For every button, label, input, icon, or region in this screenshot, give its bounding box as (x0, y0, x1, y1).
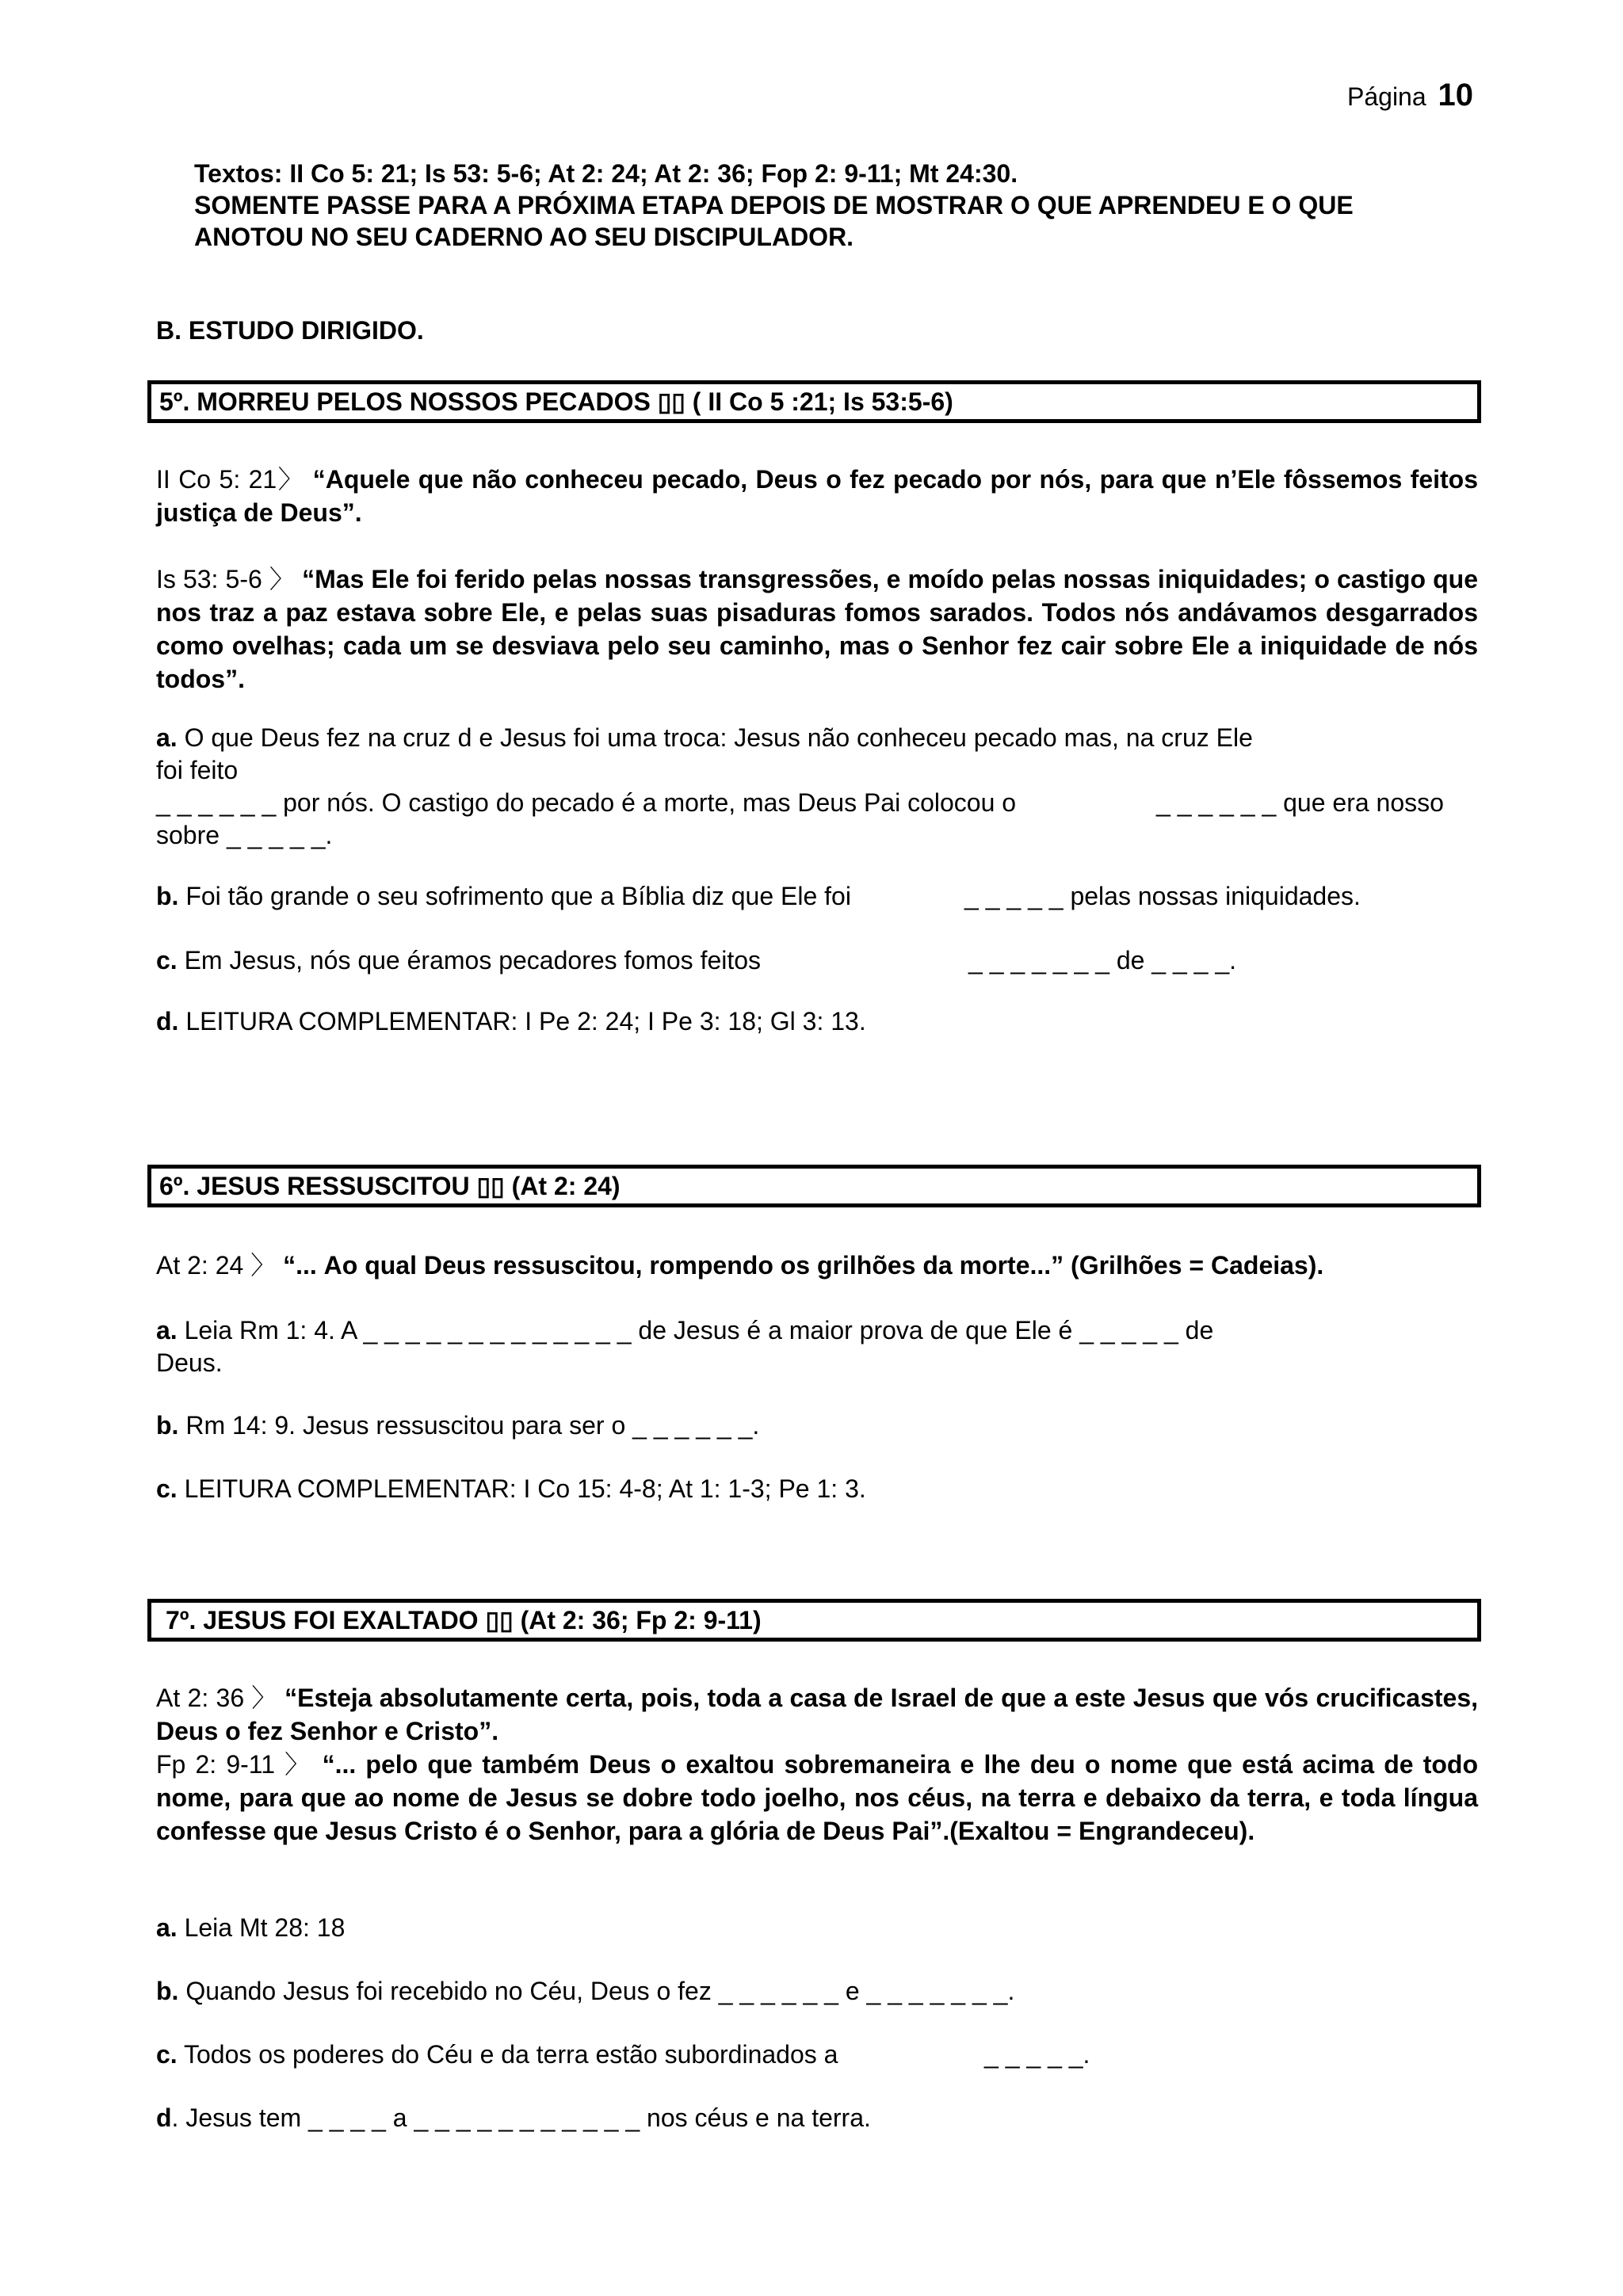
page-label: Página (1347, 82, 1426, 111)
verse-at-2-24 (156, 1249, 1478, 1282)
verse-ref: At 2: 24 〉 (156, 1251, 277, 1280)
question-label: b. (156, 1977, 179, 2005)
question-text: Leia Mt 28: 18 (184, 1913, 346, 1942)
question-5a-line-3 (156, 786, 1478, 819)
question-7b (156, 1974, 1478, 2008)
question-label: d (156, 2103, 172, 2132)
verse-at-2-36 (156, 1681, 1478, 1748)
verse-ref: At 2: 36 〉 (156, 1684, 277, 1712)
question-text: Todos os poderes do Céu e da terra estão subordinados a (184, 2040, 838, 2069)
question-7c (156, 2038, 1478, 2071)
question-label: b. (156, 1411, 179, 1440)
page-number: 10 (1438, 78, 1474, 113)
intro-warning-1: SOMENTE PASSE PARA A PRÓXIMA ETAPA DEPOIS DE MOSTRAR O QUE APRENDEU E O QUE (194, 191, 1354, 219)
section-6-title: 6º. JESUS RESSUSCITOU ▯▯ (At 2: 24) (159, 1172, 621, 1200)
question-text: LEITURA COMPLEMENTAR: I Co 15: 4-8; At 1: 1-3; Pe 1: 3. (184, 1474, 866, 1503)
verse-text: “... Ao qual Deus ressuscitou, rompendo os grilhões da morte...” (Grilhões = Cadeias). (283, 1251, 1324, 1280)
intro-texts: Textos: II Co 5: 21; Is 53: 5-6; At 2: 24; At 2: 36; Fop 2: 9-11; Mt 24:30. (194, 159, 1018, 188)
question-6c (156, 1472, 1478, 1505)
verse-ref: Is 53: 5-6 〉 (156, 565, 296, 593)
verse-ref: Fp 2: 9-11 〉 (156, 1750, 313, 1779)
question-label: d. (156, 1007, 179, 1035)
question-text: Em Jesus, nós que éramos pecadores fomos feitos (184, 946, 762, 974)
question-label: b. (156, 882, 179, 910)
section-7-title: 7º. JESUS FOI EXALTADO ▯▯ (At 2: 36; Fp 2: 9-11) (166, 1606, 762, 1634)
question-label: c. (156, 2040, 178, 2069)
question-label: c. (156, 946, 178, 974)
question-5b (156, 879, 1478, 913)
question-6b (156, 1409, 1478, 1442)
verse-2co-5-21 (156, 463, 1478, 529)
question-5d (156, 1005, 1478, 1038)
question-text: . Jesus tem _ _ _ _ a _ _ _ _ _ _ _ _ _ _ _ nos céus e na terra. (171, 2103, 871, 2132)
section-5-title-box (147, 380, 1481, 423)
page-header (1347, 78, 1473, 113)
question-5a-line-2: foi feito (156, 756, 239, 784)
question-6a-line-2: Deus. (156, 1348, 223, 1377)
question-label: a. (156, 1316, 178, 1344)
blank-and-text: _ _ _ _ _ _ que era nosso (1156, 788, 1444, 817)
question-text: _ _ _ _ _ _ por nós. O castigo do pecado é a morte, mas Deus Pai colocou o (156, 788, 1017, 817)
verse-is-53-5-6 (156, 563, 1478, 696)
verse-text: “Aquele que não conheceu pecado, Deus o fez pecado por nós, para que n’Ele fôssemos feitos justiça de Deus”. (156, 465, 1479, 527)
blank-and-text: _ _ _ _ _ _ _ de _ _ _ _. (968, 946, 1237, 974)
section-5-title: 5º. MORREU PELOS NOSSOS PECADOS ▯▯ ( II Co 5 :21; Is 53:5-6) (159, 387, 953, 416)
verse-ref: II Co 5: 21〉 (156, 465, 305, 494)
question-text: Quando Jesus foi recebido no Céu, Deus o fez _ _ _ _ _ _ e _ _ _ _ _ _ _. (185, 1977, 1015, 2005)
question-5a-line-4: sobre _ _ _ _ _. (156, 821, 333, 849)
section-7-title-box (147, 1599, 1481, 1642)
section-6-title-box (147, 1165, 1481, 1207)
question-5c (156, 944, 1478, 977)
question-text: Leia Rm 1: 4. A _ _ _ _ _ _ _ _ _ _ _ _ _ de Jesus é a maior prova de que Ele é _ _ _ _ _ de (184, 1316, 1214, 1344)
question-text: O que Deus fez na cruz d e Jesus foi uma troca: Jesus não conheceu pecado mas, na cruz Ele (184, 723, 1253, 752)
question-text: Foi tão grande o seu sofrimento que a Bíblia diz que Ele foi (185, 882, 851, 910)
question-6a-line-1 (156, 1314, 1478, 1347)
question-5a-line-1 (156, 721, 1478, 754)
verse-text: “... pelo que também Deus o exaltou sobremaneira e lhe deu o nome que está acima de todo nome, para que ao nome de Jesus se dobre todo joelho, nos céus, na terra e debaixo da terra, e toda língua confesse que Jesus Cristo é o Senhor, para a glória de Deus Pai”.(Exaltou = Engrandeceu). (156, 1750, 1479, 1845)
verse-text: “Mas Ele foi ferido pelas nossas transgressões, e moído pelas nossas iniquidades; o castigo que nos traz a paz estava sobre Ele, e pelas suas pisaduras fomos sarados. Todos nós andávamos desgarrados como ovelhas; cada um se desviava pelo seu caminho, mas o Senhor fez cair sobre Ele a iniquidade de nós todos”. (156, 565, 1478, 693)
verse-fp-2-9-11 (156, 1748, 1478, 1848)
question-7d (156, 2101, 1478, 2134)
question-label: c. (156, 1474, 178, 1503)
question-text: LEITURA COMPLEMENTAR: I Pe 2: 24; I Pe 3: 18; Gl 3: 13. (185, 1007, 866, 1035)
section-b-heading: B. ESTUDO DIRIGIDO. (156, 316, 424, 345)
question-7a (156, 1911, 1478, 1944)
question-text: Rm 14: 9. Jesus ressuscitou para ser o _ _ _ _ _ _. (185, 1411, 760, 1440)
blank-and-text: _ _ _ _ _ pelas nossas iniquidades. (964, 882, 1361, 910)
intro-warning-2: ANOTOU NO SEU CADERNO AO SEU DISCIPULADOR. (194, 223, 854, 251)
blank: _ _ _ _ _. (984, 2040, 1090, 2069)
verse-text: “Esteja absolutamente certa, pois, toda a casa de Israel de que a este Jesus que vós crucificastes, Deus o fez Senhor e Cristo”. (156, 1684, 1479, 1745)
question-label: a. (156, 1913, 178, 1942)
question-label: a. (156, 723, 178, 752)
